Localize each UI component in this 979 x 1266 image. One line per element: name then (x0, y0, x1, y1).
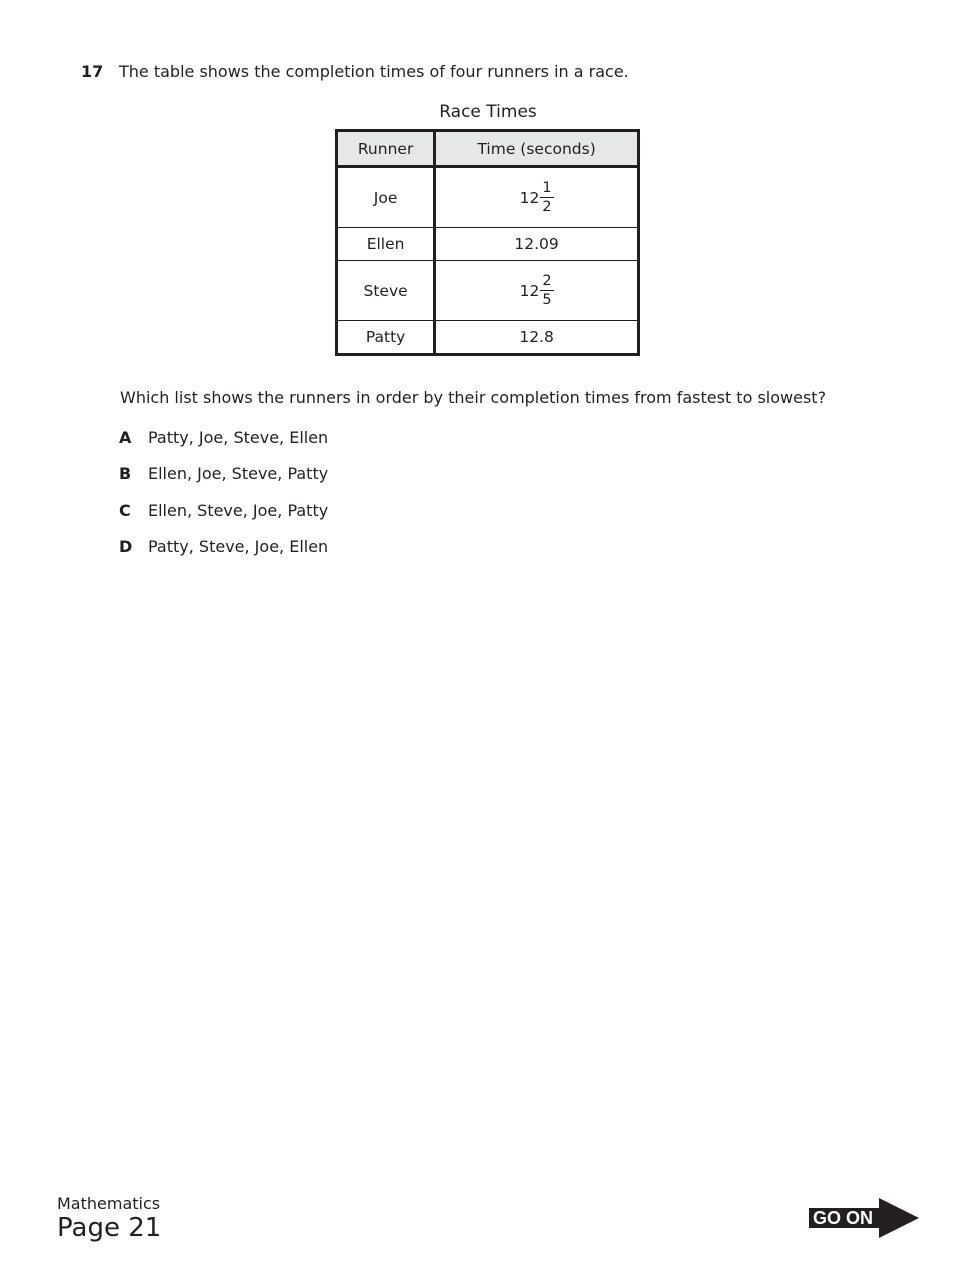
header-time: Time (seconds) (435, 131, 639, 167)
time-cell (435, 261, 639, 321)
denominator: 5 (542, 292, 552, 308)
choice-letter: B (119, 464, 132, 483)
arrow-head-icon (879, 1198, 919, 1238)
page-number: Page 21 (57, 1213, 162, 1243)
question-number: 17 (81, 62, 104, 81)
answer-choice-d[interactable] (119, 537, 328, 557)
choice-letter: D (119, 537, 133, 556)
fraction (540, 180, 553, 215)
time-cell: 12.09 (435, 228, 639, 261)
runner-cell: Patty (337, 321, 435, 355)
race-times-table (335, 129, 640, 356)
table-header-row (337, 131, 639, 167)
answer-choice-b[interactable] (119, 464, 328, 484)
question-stem (81, 62, 629, 82)
whole-part: 12 (519, 188, 540, 207)
table-row (337, 261, 639, 321)
go-on-label: GO ON (813, 1208, 874, 1228)
numerator: 1 (542, 180, 552, 196)
choice-text: Ellen, Steve, Joe, Patty (148, 501, 329, 520)
header-runner: Runner (337, 131, 435, 167)
table-title: Race Times (439, 102, 537, 122)
time-cell: 12.8 (435, 321, 639, 355)
time-cell (435, 167, 639, 228)
numerator: 2 (542, 273, 552, 289)
choice-text: Patty, Steve, Joe, Ellen (148, 537, 329, 556)
denominator: 2 (542, 199, 552, 215)
table-row (337, 228, 639, 261)
runner-cell: Steve (337, 261, 435, 321)
runner-cell: Ellen (337, 228, 435, 261)
choice-text: Ellen, Joe, Steve, Patty (148, 464, 329, 483)
question-text: The table shows the completion times of four runners in a race. (119, 62, 629, 81)
question-prompt: Which list shows the runners in order by their completion times from fastest to slowest? (120, 388, 827, 407)
fraction (540, 273, 553, 308)
mixed-number (520, 273, 554, 308)
choice-letter: C (119, 501, 131, 520)
whole-part: 12 (519, 281, 540, 300)
mixed-number (520, 180, 554, 215)
runner-cell: Joe (337, 167, 435, 228)
go-on-arrow-icon (809, 1198, 919, 1238)
choice-text: Patty, Joe, Steve, Ellen (148, 428, 329, 447)
table-row (337, 321, 639, 355)
footer-subject: Mathematics (57, 1194, 161, 1213)
answer-choice-a[interactable] (119, 428, 328, 448)
table-row (337, 167, 639, 228)
answer-choice-c[interactable] (119, 501, 328, 521)
choice-letter: A (119, 428, 132, 447)
